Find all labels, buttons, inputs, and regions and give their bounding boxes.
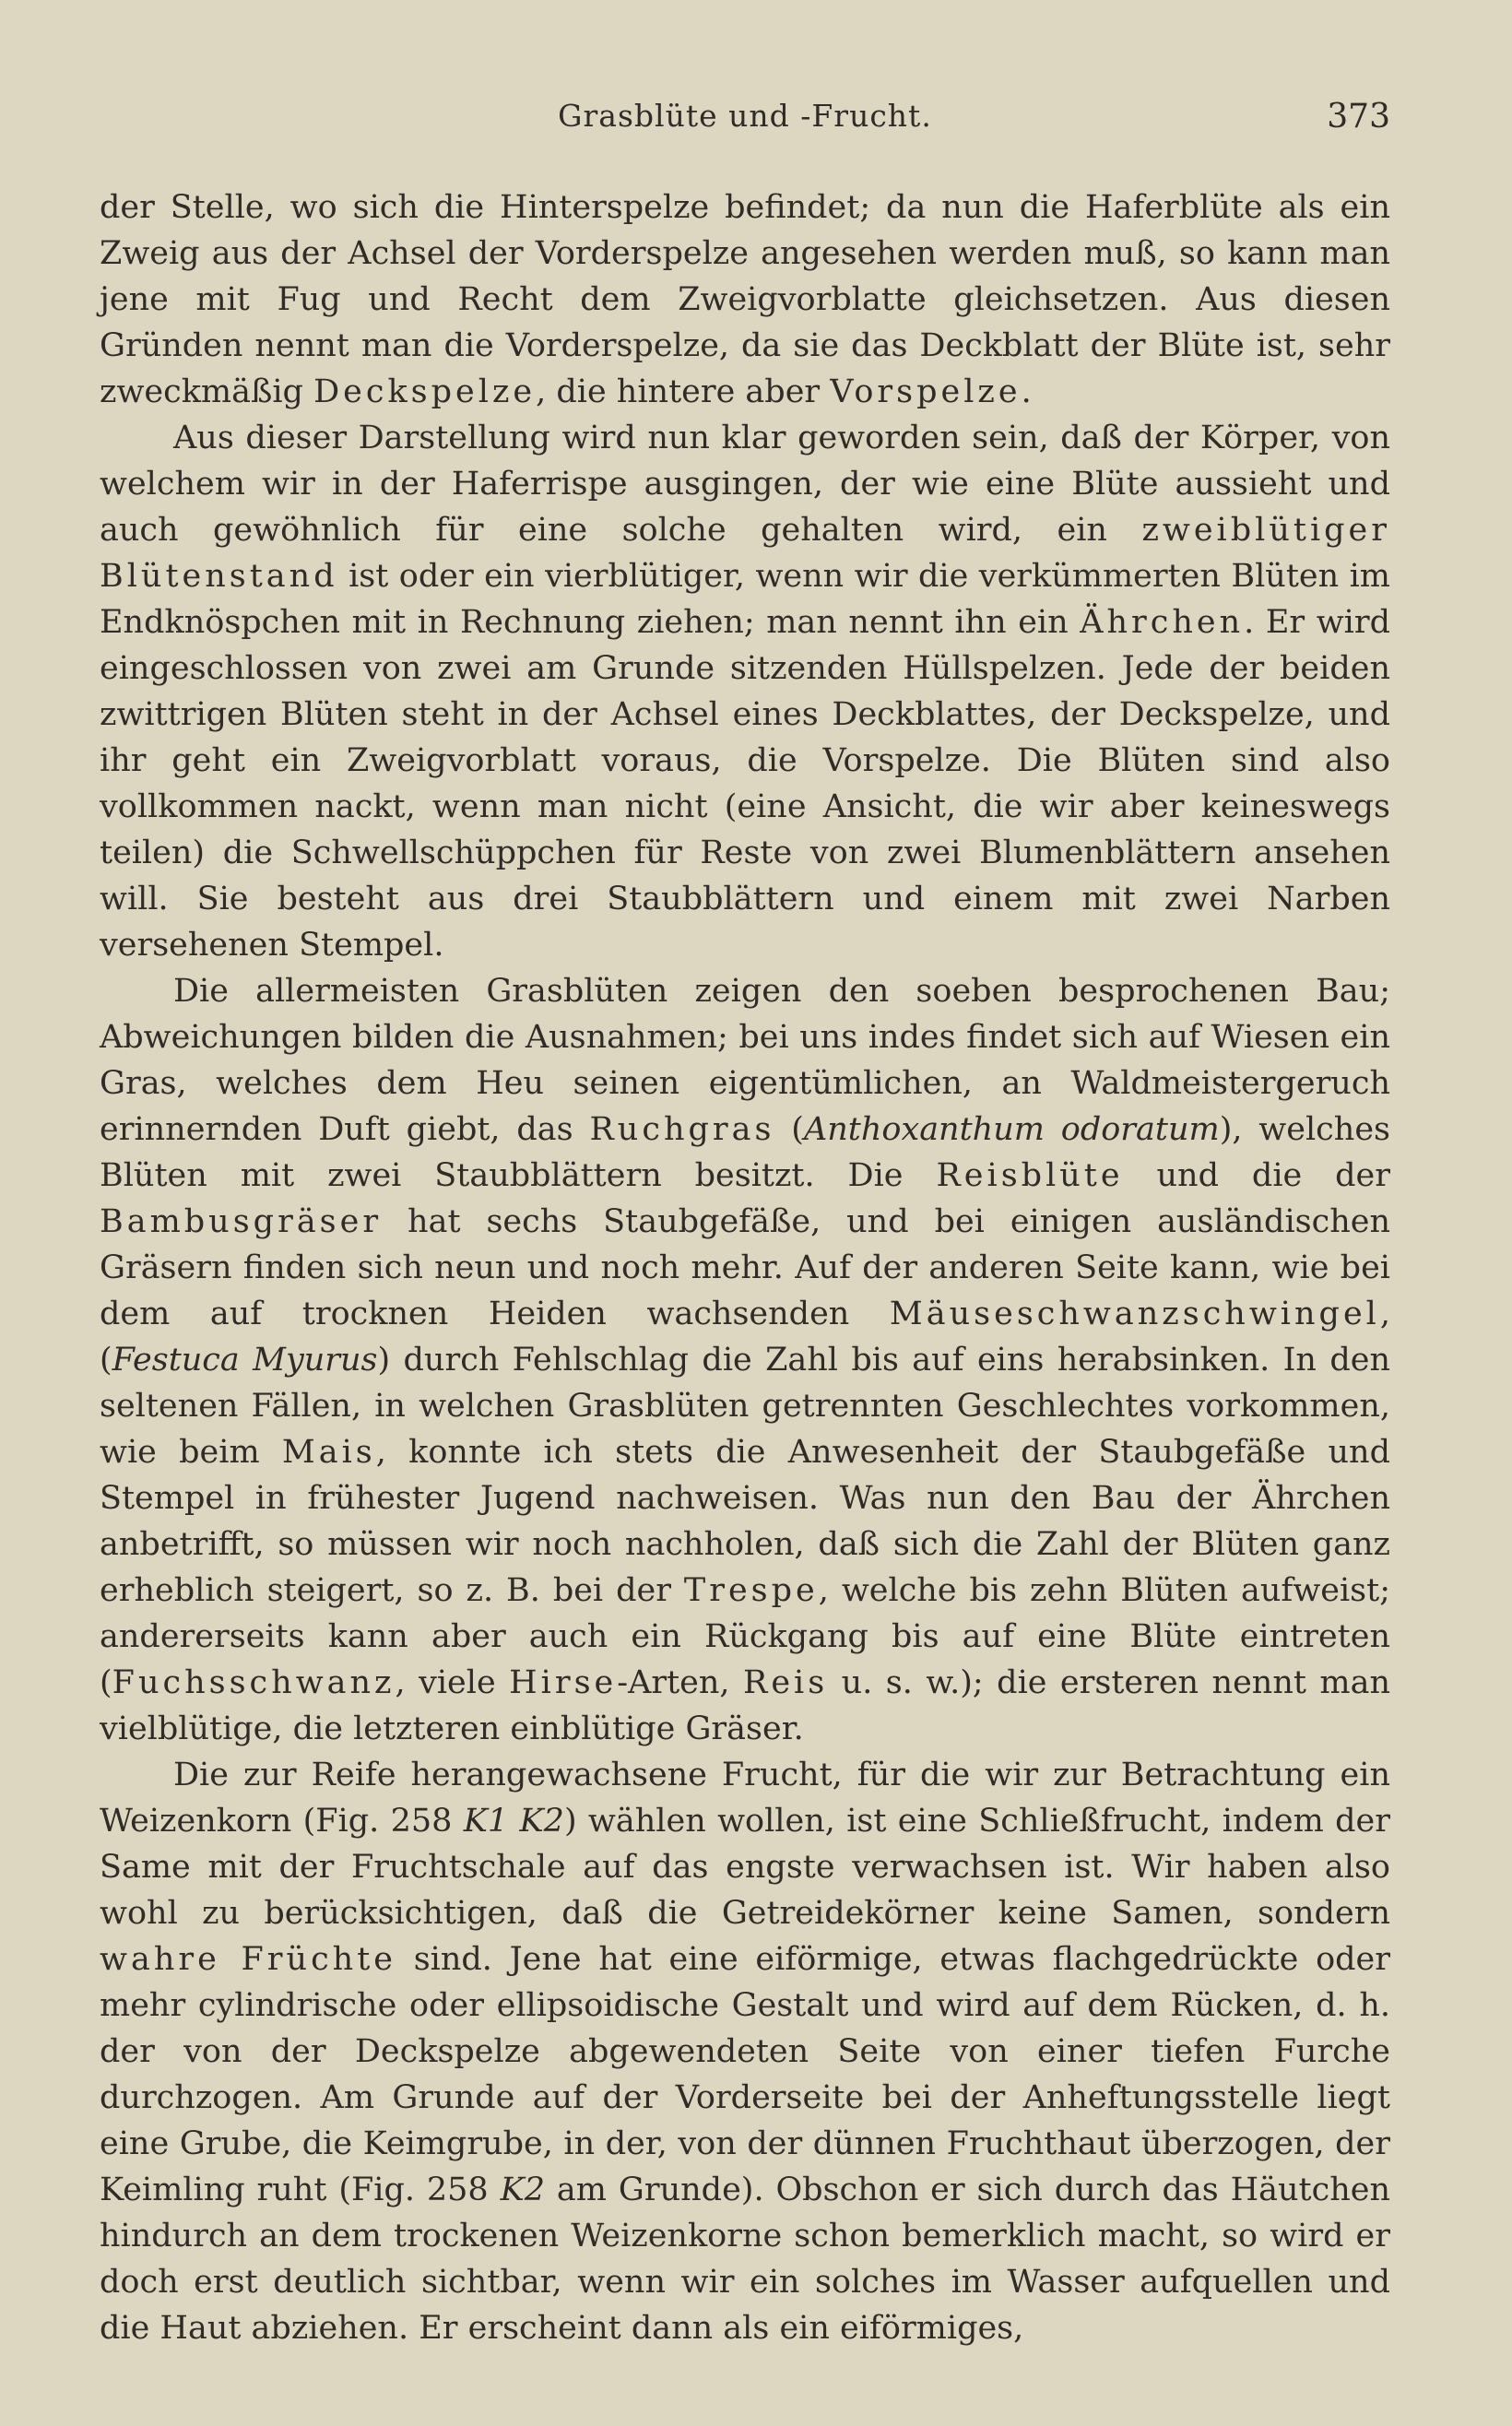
emphasized-term: Mäuseschwanzschwingel	[889, 1296, 1380, 1332]
text-run: , die hintere aber	[536, 373, 831, 410]
latin-term: K2	[500, 2172, 546, 2208]
latin-term: K1 K2	[463, 1803, 564, 1840]
emphasized-term: Fuchsschwanz	[112, 1664, 396, 1701]
text-run: ) durch Fehlschlag die Zahl bis auf eins herabsinken. In den seltenen Fällen, in welchen Grasblüten getrennten Geschlechtes vorkommen, wie beim	[100, 1342, 1390, 1471]
paragraph	[100, 968, 1390, 1752]
text-run: ist oder ein vierblütiger, wenn wir die verkümmerten Blüten im Endknöspchen mit in Rechnung ziehen; man nennt ihn ein	[100, 558, 1390, 641]
text-run: der Stelle, wo sich die Hinterspelze befindet; da nun die Haferblüte als ein Zweig aus der Achsel der Vorderspelze angesehen werden muß, so kann man jene mit Fug und Recht dem Zweigvorblatte gleichsetzen. Aus diesen Gründen nennt man die Vorderspelze, da sie das Deckblatt der Blüte ist, sehr zweckmäßig	[100, 189, 1390, 410]
running-title: Grasblüte und -Frucht.	[558, 98, 932, 134]
text-run: , viele	[395, 1664, 510, 1701]
text-run: , konnte ich stets die Anwesenheit der Staubgefäße und Stempel in frühester Jugend nachweisen. Was nun den Bau der Ährchen anbetrifft, so müssen wir noch nachholen, daß sich die Zahl der Blüten ganz erheblich steigert, so z. B. bei der	[100, 1434, 1391, 1609]
emphasized-term: zweiblütiger Blütenstand	[100, 512, 1390, 595]
emphasized-term: Hirse	[509, 1664, 618, 1701]
text-run: Aus dieser Darstellung wird nun klar geworden sein, daß der Körper, von welchem wir in der Haferrispe ausgingen, der wie eine Blüte aussieht und auch gewöhnlich für eine solche gehalten wird, ein	[100, 420, 1390, 549]
latin-term: Anthoxanthum odoratum	[803, 1111, 1220, 1148]
emphasized-term: Trespe	[683, 1572, 819, 1609]
emphasized-term: Ruchgras	[589, 1111, 775, 1148]
text-run: ), welches Blüten mit zwei Staubblättern besitzt. Die	[100, 1111, 1390, 1194]
body-text	[100, 184, 1390, 2351]
text-run: -Arten,	[617, 1664, 743, 1701]
page-number: 373	[1327, 98, 1390, 136]
text-run: , (	[100, 1296, 1390, 1379]
text-run: Die allermeisten Grasblüten zeigen den soeben besprochenen Bau; Abweichungen bilden die Ausnahmen; bei uns indes findet sich auf Wiesen ein Gras, welches dem Heu seinen eigentümlichen, an Waldmeistergeruch erinnernden Duft giebt, das	[100, 973, 1390, 1148]
text-run: hat sechs Staubgefäße, und bei einigen ausländischen Gräsern finden sich neun und noch mehr. Auf der anderen Seite kann, wie bei dem auf trocknen Heiden wachsenden	[100, 1203, 1390, 1332]
paragraph	[100, 415, 1390, 968]
paragraph	[100, 184, 1390, 415]
emphasized-term: Bambusgräser	[100, 1203, 383, 1240]
text-run: Die zur Reife herangewachsene Frucht, für die wir zur Betrachtung ein Weizenkorn (Fig. 258	[100, 1757, 1390, 1840]
emphasized-term: Reisblüte	[936, 1157, 1124, 1194]
emphasized-term: Vorspelze	[830, 373, 1022, 410]
emphasized-term: Reis	[742, 1664, 829, 1701]
text-run: ) wählen wollen, ist eine Schließfrucht, indem der Same mit der Fruchtschale auf das engste verwachsen ist. Wir haben also wohl zu berücksichtigen, daß die Getreidekörner keine Samen, sondern	[100, 1803, 1390, 1932]
text-run: . Er wird eingeschlossen von zwei am Grunde sitzenden Hüllspelzen. Jede der beiden zwittrigen Blüten steht in der Achsel eines Deckblattes, der Deckspelze, und ihr geht ein Zweigvorblatt voraus, die Vorspelze. Die Blüten sind also vollkommen nackt, wenn man nicht (eine Ansicht, die wir aber keineswegs teilen) die Schwellschüppchen für Reste von zwei Blumenblättern ansehen will. Sie besteht aus drei Staubblättern und einem mit zwei Narben versehenen Stempel.	[100, 604, 1390, 964]
text-run: , welche bis zehn Blüten aufweist; andererseits kann aber auch ein Rückgang bis auf eine Blüte eintreten (	[100, 1572, 1390, 1701]
text-run: am Grunde). Obschon er sich durch das Häutchen hindurch an dem trockenen Weizenkorne schon bemerklich macht, so wird er doch erst deutlich sichtbar, wenn wir ein solches im Wasser aufquellen und die Haut abziehen. Er erscheint dann als ein eiförmiges,	[100, 2172, 1390, 2347]
text-run: (	[774, 1111, 804, 1148]
emphasized-term: Ährchen	[1080, 604, 1245, 641]
text-run: und die der	[1123, 1157, 1390, 1194]
emphasized-term: wahre Früchte	[100, 1941, 396, 1978]
text-run: u. s. w.); die ersteren nennt man vielblütige, die letzteren einblütige Gräser.	[100, 1664, 1390, 1747]
text-run: sind. Jene hat eine eiförmige, etwas flachgedrückte oder mehr cylindrische oder ellipsoidische Gestalt und wird auf dem Rücken, d. h. der von der Deckspelze abgewendeten Seite von einer tiefen Furche durchzogen. Am Grunde auf der Vorderseite bei der Anheftungsstelle liegt eine Grube, die Keimgrube, in der, von der dünnen Fruchthaut überzogen, der Keimling ruht (Fig. 258	[100, 1941, 1390, 2208]
emphasized-term: Mais	[281, 1434, 376, 1471]
latin-term: Festuca Myurus	[112, 1342, 378, 1379]
paragraph	[100, 1752, 1390, 2351]
emphasized-term: Deckspelze	[313, 373, 537, 410]
page-header	[100, 94, 1390, 140]
text-run: .	[1021, 373, 1032, 410]
